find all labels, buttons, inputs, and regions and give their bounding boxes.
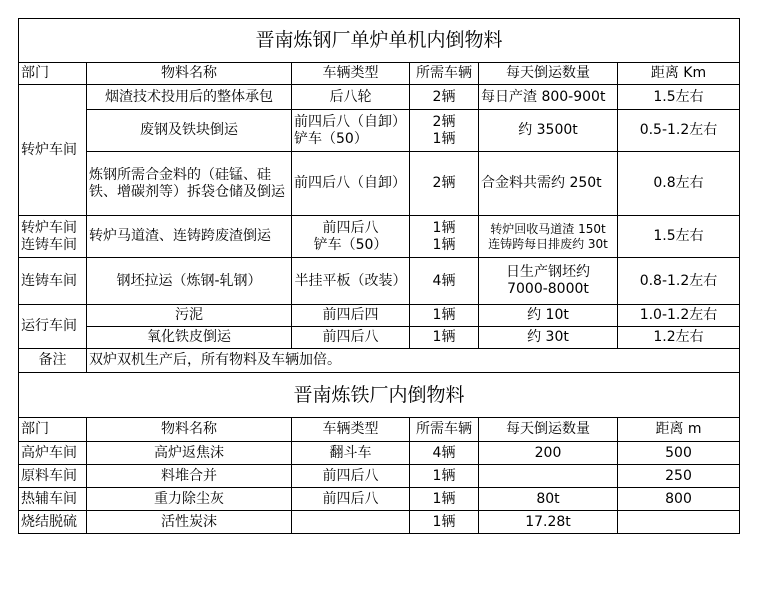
- vehicle-line: 铲车（50）: [313, 236, 388, 253]
- vehicle-cell: 前四后四: [292, 305, 410, 327]
- note-label: 备注: [19, 349, 87, 373]
- table-row: [19, 110, 740, 152]
- material-cell: 炼钢所需合金料的（硅锰、硅铁、增碳剂等）拆袋仓储及倒运: [87, 152, 292, 216]
- count-cell: 1辆: [410, 305, 479, 327]
- material-cell: 重力除尘灰: [87, 488, 292, 511]
- vehicle-cell: 前四后八（自卸）: [292, 152, 410, 216]
- iron-title: 晋南炼铁厂内倒物料: [19, 373, 740, 418]
- header-count: 所需车辆: [410, 418, 479, 442]
- header-qty: 每天倒运数量: [479, 63, 618, 85]
- qty-cell: [479, 216, 618, 258]
- count-cell: [410, 110, 479, 152]
- material-cell: 活性炭沫: [87, 511, 292, 534]
- note-text: 双炉双机生产后，所有物料及车辆加倍。: [87, 349, 740, 373]
- qty-cell: 17.28t: [479, 511, 618, 534]
- vehicle-cell: [292, 110, 410, 152]
- vehicle-cell: 翻斗车: [292, 442, 410, 465]
- table-row: [19, 216, 740, 258]
- material-table: [18, 18, 740, 534]
- count-cell: 1辆: [410, 465, 479, 488]
- qty-cell: 约 30t: [479, 327, 618, 349]
- vehicle-cell: [292, 216, 410, 258]
- iron-title-row: [19, 373, 740, 418]
- header-dept: 部门: [19, 63, 87, 85]
- header-dept: 部门: [19, 418, 87, 442]
- table-row: [19, 152, 740, 216]
- header-material: 物料名称: [87, 63, 292, 85]
- table-row: [19, 442, 740, 465]
- qty-cell: 合金料共需约 250t: [479, 152, 618, 216]
- header-material: 物料名称: [87, 418, 292, 442]
- vehicle-cell: 后八轮: [292, 85, 410, 110]
- dept-cell: 运行车间: [19, 305, 87, 349]
- count-cell: 1辆: [410, 488, 479, 511]
- material-cell: 氧化铁皮倒运: [87, 327, 292, 349]
- material-cell: 烟渣技术投用后的整体承包: [87, 85, 292, 110]
- count-cell: 4辆: [410, 442, 479, 465]
- count-cell: 1辆: [410, 327, 479, 349]
- qty-line: 转炉回收马道渣 150t: [490, 221, 606, 236]
- dist-cell: 800: [618, 488, 740, 511]
- count-cell: 2辆: [410, 152, 479, 216]
- qty-cell: 每日产渣 800-900t: [479, 85, 618, 110]
- header-dist: 距离 Km: [618, 63, 740, 85]
- dist-cell: 0.5-1.2左右: [618, 110, 740, 152]
- dept-cell: 高炉车间: [19, 442, 87, 465]
- count-cell: [410, 216, 479, 258]
- table-row: [19, 258, 740, 305]
- header-vehicle: 车辆类型: [292, 63, 410, 85]
- dist-cell: 1.5左右: [618, 216, 740, 258]
- qty-cell: 约 3500t: [479, 110, 618, 152]
- material-cell: 料堆合并: [87, 465, 292, 488]
- dist-cell: 1.2左右: [618, 327, 740, 349]
- vehicle-cell: 前四后八: [292, 465, 410, 488]
- vehicle-cell: 前四后八: [292, 488, 410, 511]
- header-count: 所需车辆: [410, 63, 479, 85]
- qty-cell: 约 10t: [479, 305, 618, 327]
- qty-cell: [479, 465, 618, 488]
- vehicle-cell: 半挂平板（改装）: [292, 258, 410, 305]
- material-cell: 污泥: [87, 305, 292, 327]
- dept-cell: 连铸车间: [19, 258, 87, 305]
- table-row: [19, 488, 740, 511]
- dist-cell: 0.8左右: [618, 152, 740, 216]
- dist-cell: 1.0-1.2左右: [618, 305, 740, 327]
- iron-header-row: [19, 418, 740, 442]
- table-row: [19, 327, 740, 349]
- dist-cell: 250: [618, 465, 740, 488]
- count-line: 1辆: [432, 236, 456, 253]
- table-row: [19, 305, 740, 327]
- qty-cell: 80t: [479, 488, 618, 511]
- count-line: 1辆: [432, 130, 456, 147]
- count-cell: 4辆: [410, 258, 479, 305]
- vehicle-line: 前四后八（自卸）: [294, 113, 406, 130]
- vehicle-line: 前四后八: [322, 219, 379, 236]
- material-cell: 钢坯拉运（炼钢-轧钢）: [87, 258, 292, 305]
- dist-cell: 1.5左右: [618, 85, 740, 110]
- vehicle-cell: [292, 511, 410, 534]
- dept-cell: 烧结脱硫: [19, 511, 87, 534]
- dept-cell: 热辅车间: [19, 488, 87, 511]
- header-vehicle: 车辆类型: [292, 418, 410, 442]
- header-qty: 每天倒运数量: [479, 418, 618, 442]
- material-cell: 高炉返焦沫: [87, 442, 292, 465]
- qty-cell: 200: [479, 442, 618, 465]
- steel-title-row: [19, 19, 740, 63]
- note-row: [19, 349, 740, 373]
- vehicle-line: 铲车（50）: [294, 130, 368, 147]
- count-cell: 2辆: [410, 85, 479, 110]
- steel-header-row: [19, 63, 740, 85]
- dept-cell: 转炉车间: [19, 85, 87, 216]
- count-line: 1辆: [432, 219, 456, 236]
- material-cell: 废钢及铁块倒运: [87, 110, 292, 152]
- table-row: [19, 85, 740, 110]
- dept-cell: 转炉车间 连铸车间: [19, 216, 87, 258]
- dist-cell: 0.8-1.2左右: [618, 258, 740, 305]
- table-row: [19, 465, 740, 488]
- vehicle-cell: 前四后八: [292, 327, 410, 349]
- header-dist: 距离 m: [618, 418, 740, 442]
- count-line: 2辆: [432, 113, 456, 130]
- dist-cell: 500: [618, 442, 740, 465]
- steel-title: 晋南炼钢厂单炉单机内倒物料: [19, 19, 740, 63]
- dist-cell: [618, 511, 740, 534]
- material-cell: 转炉马道渣、连铸跨废渣倒运: [87, 216, 292, 258]
- qty-cell: 日生产钢坯约 7000-8000t: [479, 258, 618, 305]
- dept-cell: 原料车间: [19, 465, 87, 488]
- qty-line: 连铸跨每日排废约 30t: [488, 236, 608, 251]
- table-row: [19, 511, 740, 534]
- count-cell: 1辆: [410, 511, 479, 534]
